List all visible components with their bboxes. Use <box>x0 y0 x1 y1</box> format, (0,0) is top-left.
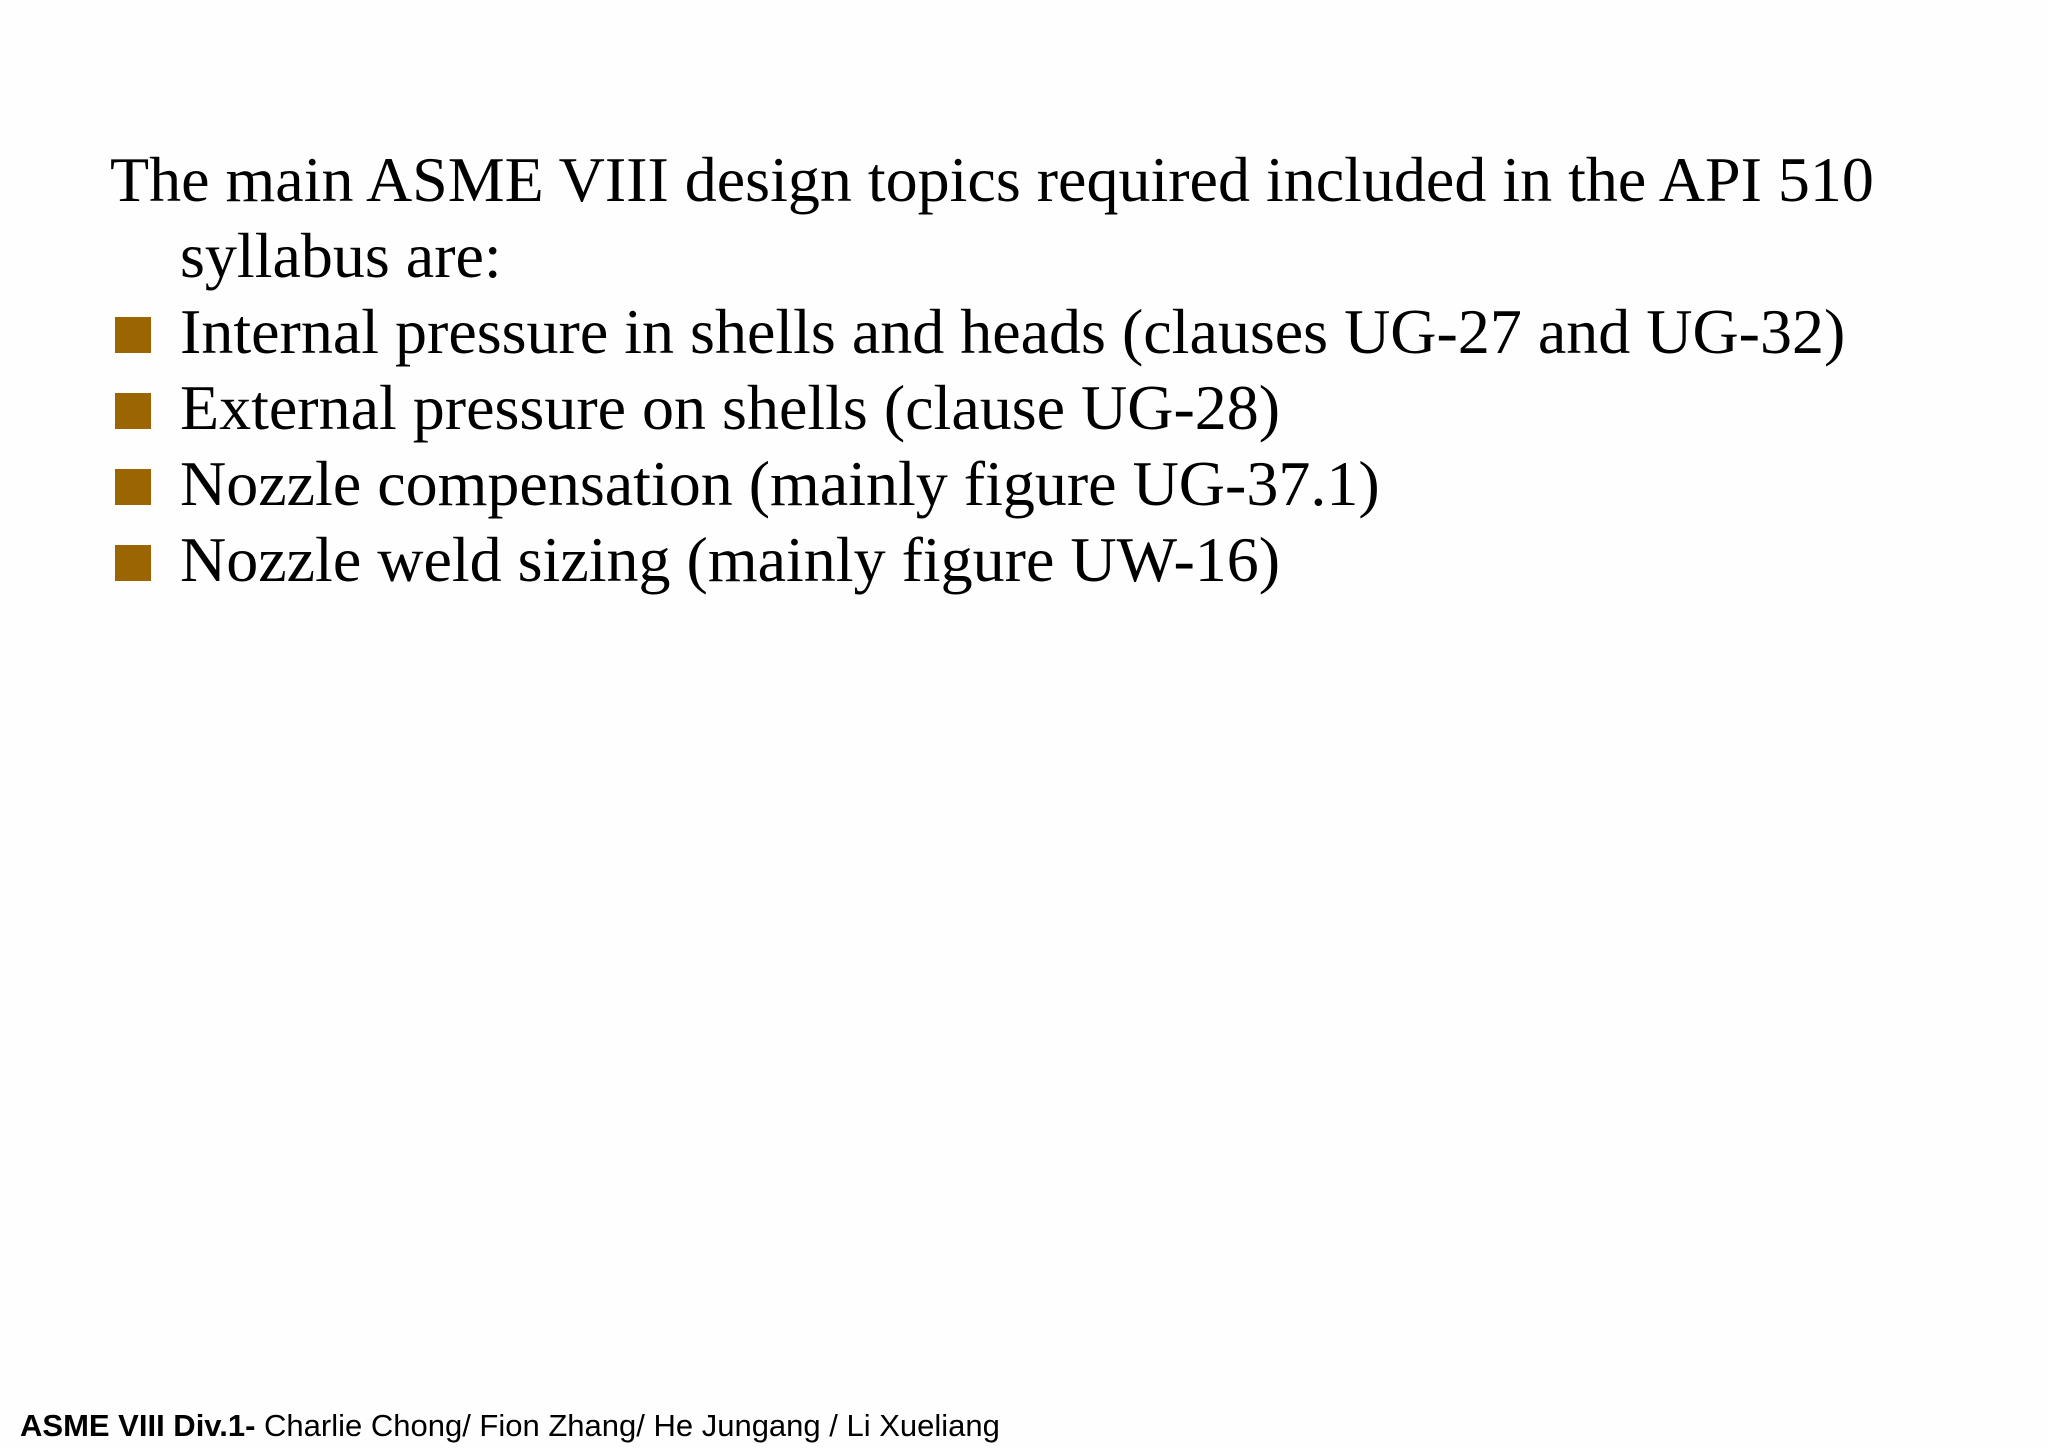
bullet-text: External pressure on shells (clause UG-28) <box>180 372 1281 443</box>
bullet-list <box>110 294 1990 598</box>
bullet-item-external-pressure <box>110 370 1990 446</box>
bullet-text: Nozzle compensation (mainly figure UG-37.1) <box>180 448 1380 519</box>
footer-title: ASME VIII Div.1- <box>20 1408 256 1443</box>
square-bullet-icon <box>115 317 151 353</box>
slide-content <box>110 142 1990 598</box>
bullet-item-nozzle-compensation <box>110 446 1990 522</box>
bullet-text: Internal pressure in shells and heads (clauses UG-27 and UG-32) <box>180 296 1846 367</box>
intro-text: The main ASME VIII design topics required included in the API 510 syllabus are: <box>110 144 1874 291</box>
bullet-item-nozzle-weld-sizing <box>110 522 1990 598</box>
bullet-text: Nozzle weld sizing (mainly figure UW-16) <box>180 524 1281 595</box>
bullet-item-internal-pressure <box>110 294 1990 370</box>
square-bullet-icon <box>115 469 151 505</box>
square-bullet-icon <box>115 545 151 581</box>
footer-authors: Charlie Chong/ Fion Zhang/ He Jungang / Li Xueliang <box>255 1408 1000 1443</box>
footer <box>20 1408 1000 1444</box>
square-bullet-icon <box>115 393 151 429</box>
